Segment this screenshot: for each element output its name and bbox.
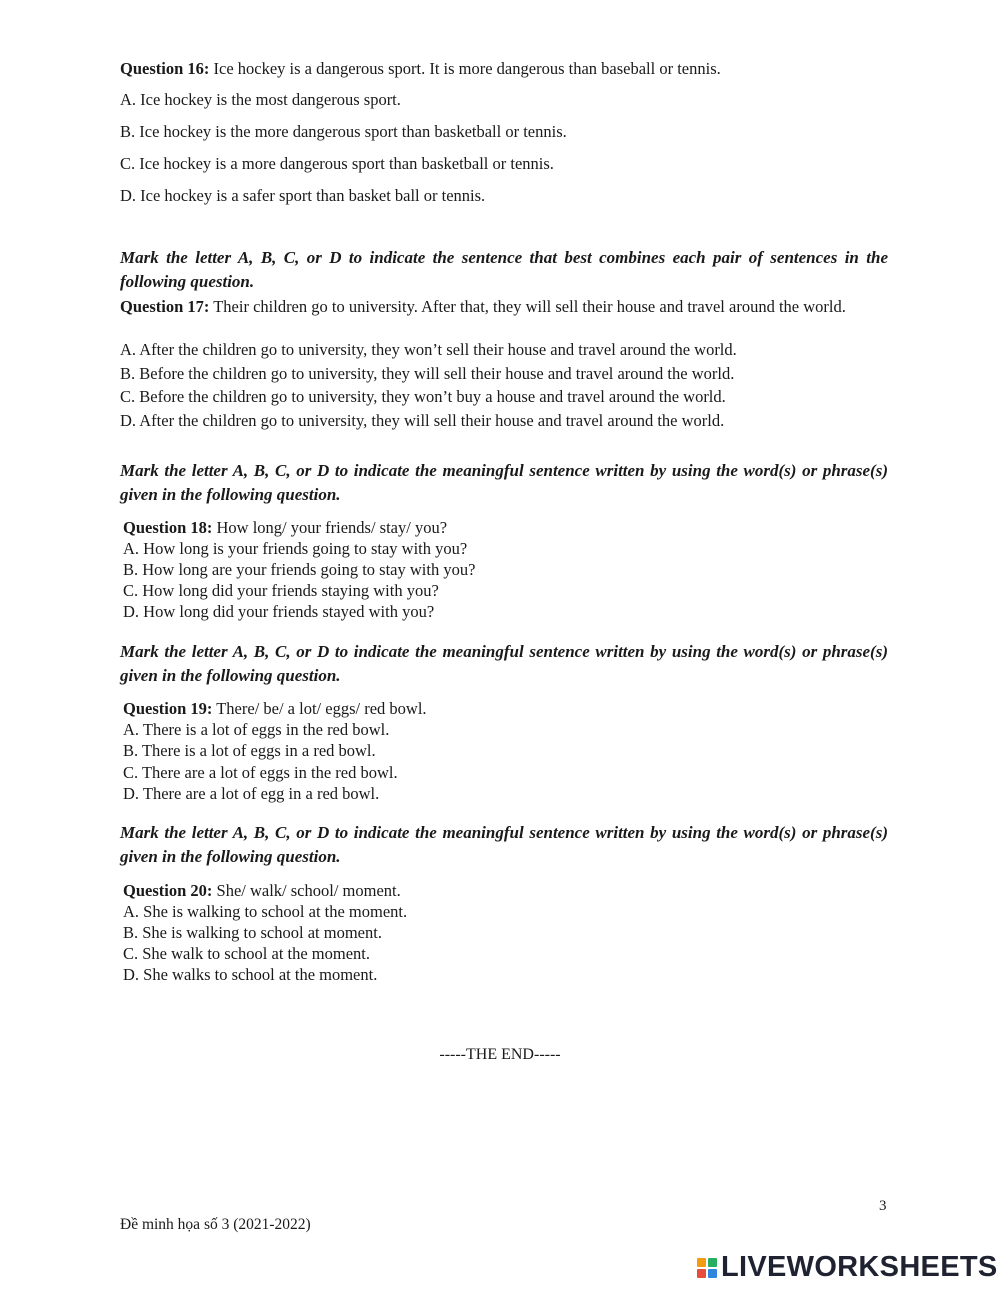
question-16-label: Question 16:	[120, 59, 210, 78]
q19-option-a: A. There is a lot of eggs in the red bowl.	[123, 720, 390, 739]
q17-option-d: D. After the children go to university, they will sell their house and travel around the world.	[120, 411, 725, 430]
liveworksheets-logo-text: LIVEWORKSHEETS	[721, 1251, 998, 1283]
question-18-label: Question 18:	[123, 518, 213, 537]
question-20-prompt: She/ walk/ school/ moment.	[216, 881, 401, 900]
q20-option-d: D. She walks to school at the moment.	[123, 965, 378, 984]
liveworksheets-logo-icon	[697, 1258, 717, 1278]
instruction-20: Mark the letter A, B, C, or D to indicate the meaningful sentence written by using the word(s) or phrase(s) given in the following question.	[120, 823, 888, 866]
q16-option-a: A. Ice hockey is the most dangerous sport.	[120, 90, 401, 109]
q17-option-a: A. After the children go to university, they won’t sell their house and travel around the world.	[120, 340, 737, 359]
question-19-prompt: There/ be/ a lot/ eggs/ red bowl.	[216, 699, 427, 718]
question-16-prompt: Ice hockey is a dangerous sport. It is more dangerous than baseball or tennis.	[213, 59, 721, 78]
question-19	[123, 699, 427, 719]
question-16	[120, 59, 721, 79]
end-marker: -----THE END-----	[439, 1046, 561, 1063]
q19-option-c: C. There are a lot of eggs in the red bowl.	[123, 763, 398, 782]
q20-option-a: A. She is walking to school at the moment.	[123, 902, 408, 921]
question-20-label: Question 20:	[123, 881, 213, 900]
question-19-label: Question 19:	[123, 699, 213, 718]
instruction-18: Mark the letter A, B, C, or D to indicate the meaningful sentence written by using the word(s) or phrase(s) given in the following question.	[120, 461, 888, 504]
q18-option-c: C. How long did your friends staying with you?	[123, 581, 439, 600]
liveworksheets-logo[interactable]	[697, 1251, 998, 1284]
instruction-17: Mark the letter A, B, C, or D to indicate the sentence that best combines each pair of sentences in the following question.	[120, 248, 888, 291]
q16-option-d: D. Ice hockey is a safer sport than basket ball or tennis.	[120, 186, 486, 205]
question-18	[123, 518, 447, 538]
question-17	[120, 296, 888, 317]
question-17-prompt: Their children go to university. After that, they will sell their house and travel around the world.	[213, 297, 846, 316]
question-17-label: Question 17:	[120, 297, 210, 316]
q18-option-b: B. How long are your friends going to stay with you?	[123, 560, 476, 579]
q19-option-d: D. There are a lot of egg in a red bowl.	[123, 784, 380, 803]
question-20	[123, 881, 401, 901]
q17-option-c: C. Before the children go to university, they won’t buy a house and travel around the world.	[120, 387, 726, 406]
footer-text: Đề minh họa số 3 (2021-2022)	[120, 1216, 311, 1233]
q18-option-d: D. How long did your friends stayed with you?	[123, 602, 435, 621]
q16-option-c: C. Ice hockey is a more dangerous sport than basketball or tennis.	[120, 154, 554, 173]
q20-option-b: B. She is walking to school at moment.	[123, 923, 382, 942]
q18-option-a: A. How long is your friends going to stay with you?	[123, 539, 468, 558]
question-18-prompt: How long/ your friends/ stay/ you?	[216, 518, 448, 537]
q17-option-b: B. Before the children go to university, they will sell their house and travel around the world.	[120, 364, 735, 383]
q20-option-c: C. She walk to school at the moment.	[123, 944, 371, 963]
q16-option-b: B. Ice hockey is the more dangerous sport than basketball or tennis.	[120, 122, 567, 141]
q19-option-b: B. There is a lot of eggs in a red bowl.	[123, 741, 376, 760]
page-number: 3	[879, 1198, 887, 1214]
instruction-19: Mark the letter A, B, C, or D to indicate the meaningful sentence written by using the word(s) or phrase(s) given in the following question.	[120, 642, 888, 685]
